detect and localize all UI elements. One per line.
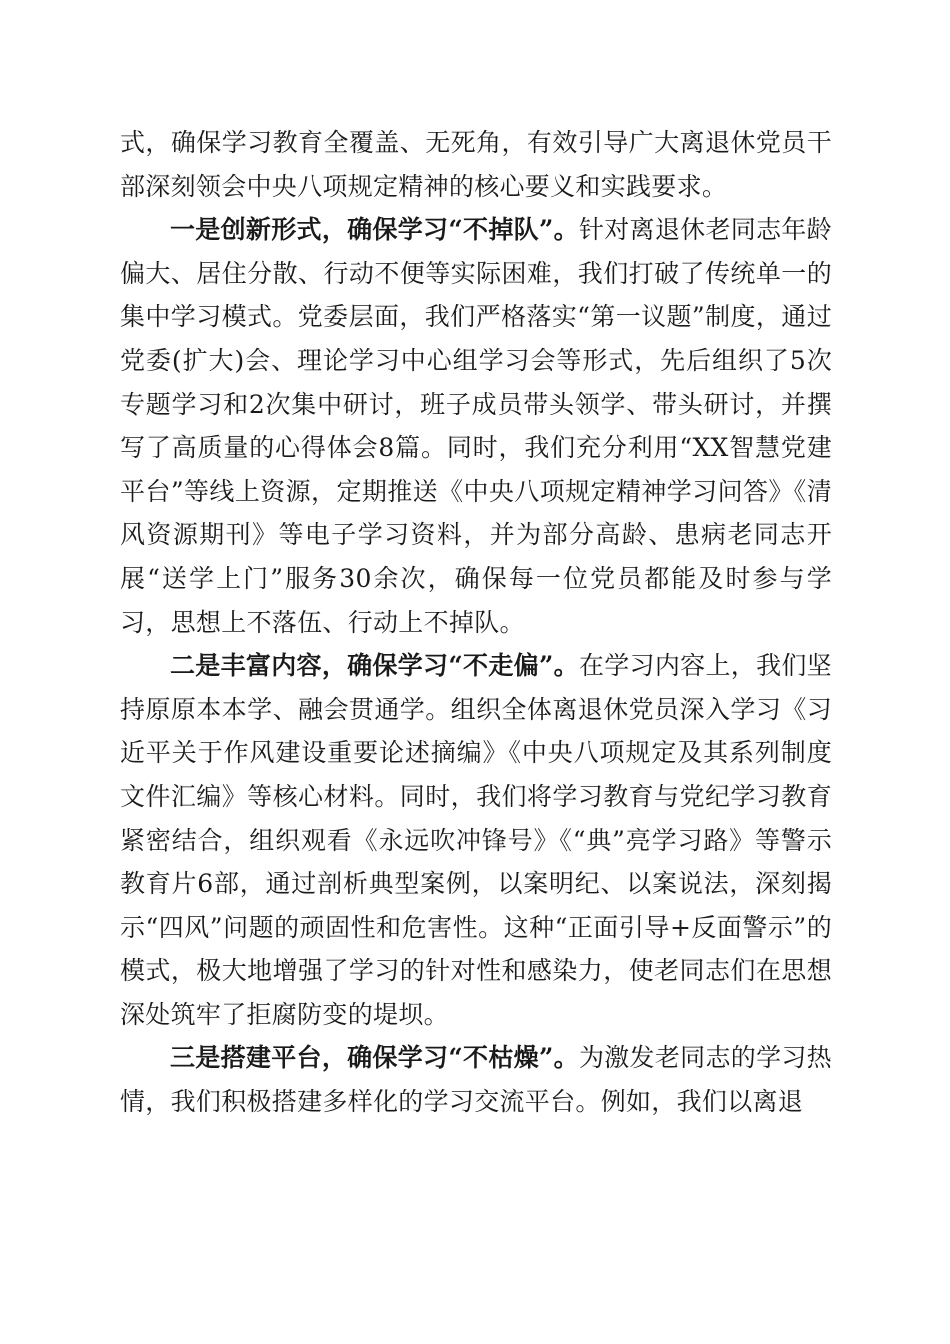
- paragraph-lead: 三是搭建平台，确保学习“不枯燥”。: [170, 1043, 579, 1073]
- paragraph-lead: 一是创新形式，确保学习“不掉队”。: [170, 215, 579, 245]
- paragraph-text: 在学习内容上，我们坚持原原本本学、融会贯通学。组织全体离退休党员深入学习《习近平关于作风建设重要论述摘编》《中央八项规定及其系列制度文件汇编》等核心材料。同时，我们将学习教育与党纪学习教育紧密结合，组织观看《永远吹冲锋号》《“典”亮学习路》等警示教育片6部，通过剖析典型案例，以案明纪、以案说法，深刻揭示“四风”问题的顽固性和危害性。这种“正面引导+反面警示”的模式，极大地增强了学习的针对性和感染力，使老同志们在思想深处筑牢了拒腐防变的堤坝。: [120, 651, 832, 1029]
- paragraph-text: 针对离退休老同志年龄偏大、居住分散、行动不便等实际困难，我们打破了传统单一的集中学习模式。党委层面，我们严格落实“第一议题”制度，通过党委(扩大)会、理论学习中心组学习会等形式，先后组织了5次专题学习和2次集中研讨，班子成员带头领学、带头研讨，并撰写了高质量的心得体会8篇。同时，我们充分利用“XX智慧党建平台”等线上资源，定期推送《中央八项规定精神学习问答》《清风资源期刊》等电子学习资料，并为部分高龄、患病老同志开展“送学上门”服务30余次，确保每一位党员都能及时参与学习，思想上不落伍、行动上不掉队。: [120, 215, 832, 637]
- paragraph-innovate-form: [120, 208, 832, 644]
- paragraph-build-platform: [120, 1036, 832, 1123]
- paragraph-lead: 二是丰富内容，确保学习“不走偏”。: [170, 651, 579, 681]
- paragraph-enrich-content: [120, 644, 832, 1036]
- paragraph-text: 式，确保学习教育全覆盖、无死角，有效引导广大离退休党员干部深刻领会中央八项规定精神的核心要义和实践要求。: [120, 128, 832, 201]
- document-body: [120, 121, 832, 1124]
- paragraph-continuation: [120, 121, 832, 208]
- paragraph-text: 为激发老同志的学习热情，我们积极搭建多样化的学习交流平台。例如，我们以离退: [120, 1043, 832, 1117]
